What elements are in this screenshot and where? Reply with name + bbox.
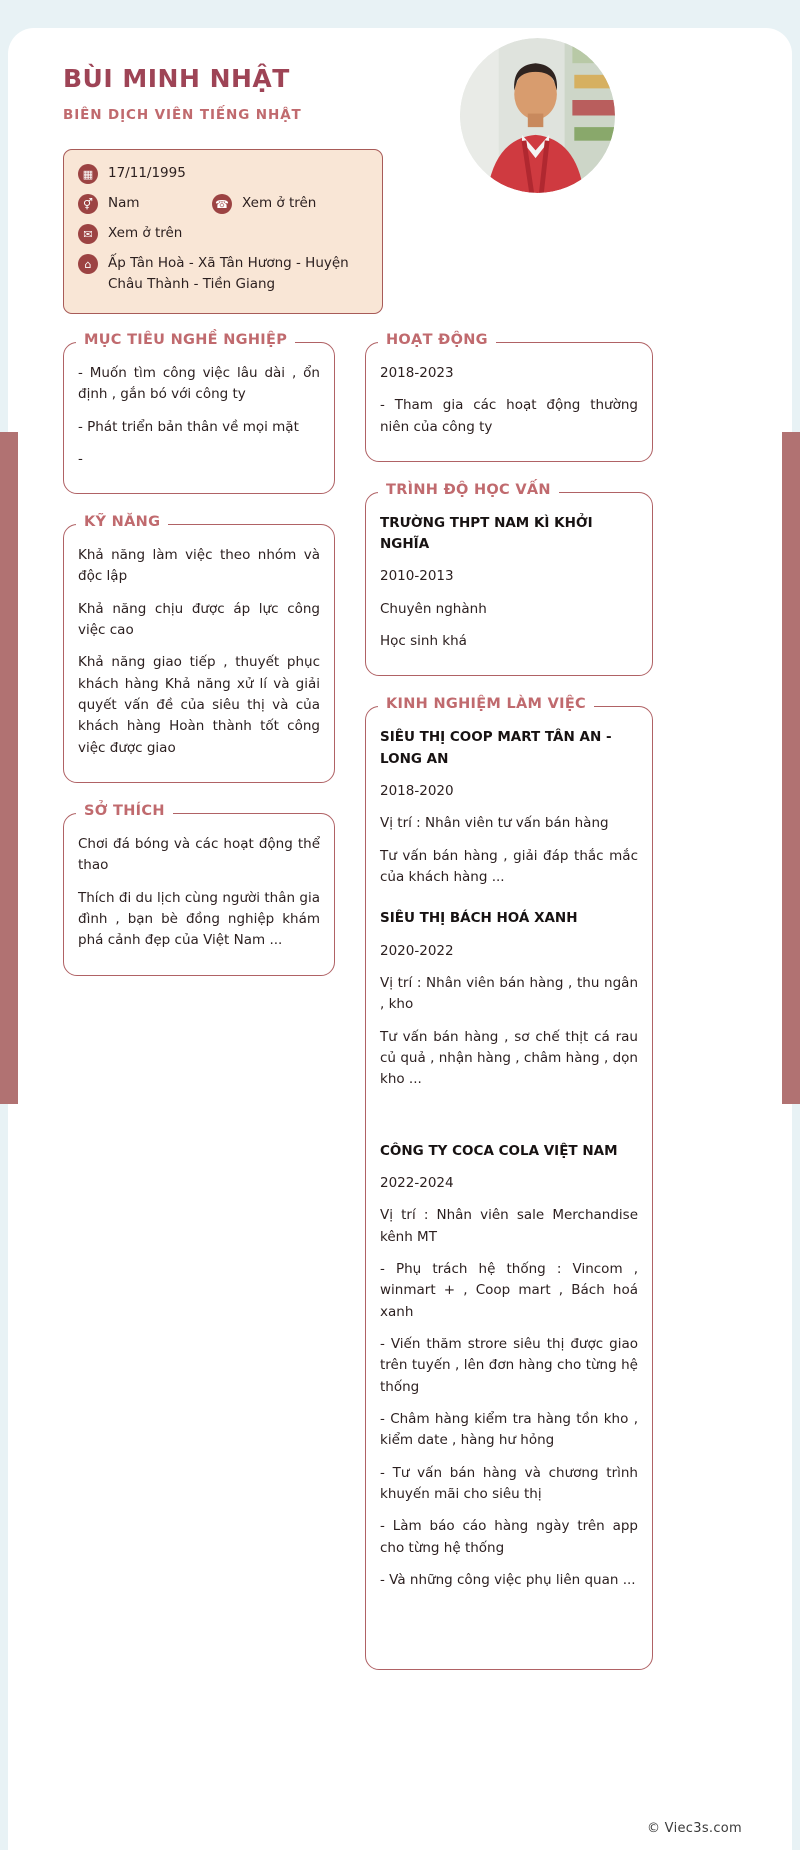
objective-line: - Phát triển bản thân về mọi mặt <box>78 418 299 435</box>
header-text <box>63 64 792 123</box>
mail-icon: ✉ <box>78 224 98 244</box>
job-period: 2022-2024 <box>380 1175 454 1192</box>
job-line: Tư vấn bán hàng , sơ chế thịt cá rau củ quả , nhận hàng , châm hàng , dọn kho ... <box>380 1028 638 1088</box>
copyright: © Viec3s.com <box>646 1821 742 1836</box>
candidate-name: BÙI MINH NHẬT <box>63 64 290 93</box>
section-activities <box>365 331 653 462</box>
activities-period: 2018-2023 <box>380 364 454 381</box>
right-column <box>365 331 653 1700</box>
job-line: - Làm báo cáo hàng ngày trên app cho từng hệ thống <box>380 1518 638 1556</box>
education-result: Học sinh khá <box>380 633 467 650</box>
candidate-job-title: BIÊN DỊCH VIÊN TIẾNG NHẬT <box>63 107 302 123</box>
cv-header <box>63 64 792 123</box>
cv-card <box>8 28 792 1850</box>
skill-item: Khả năng giao tiếp , thuyết phục khách hàng Khả năng xử lí và giải quyết vấn đề của siêu thị và của khách hàng Hoàn thành tốt công việc được giao <box>78 654 320 756</box>
job-period: 2020-2022 <box>380 942 454 959</box>
right-accent-bar <box>782 432 800 1104</box>
job-line: - Tư vấn bán hàng và chương trình khuyến mãi cho siêu thị <box>380 1464 638 1502</box>
job-line: - Và những công việc phụ liên quan ... <box>380 1571 636 1588</box>
address-value: Ấp Tân Hoà - Xã Tân Hương - Huyện Châu Thành - Tiền Giang <box>108 255 349 292</box>
hobby-item: Chơi đá bóng và các hoạt động thể thao <box>78 836 320 874</box>
left-column <box>63 331 335 1006</box>
calendar-icon: ▦ <box>78 164 98 184</box>
education-school: TRƯỜNG THPT NAM KÌ KHỞI NGHĨA <box>380 514 593 553</box>
job-period: 2018-2020 <box>380 783 454 800</box>
job-line: Vị trí : Nhân viên sale Merchandise kênh MT <box>380 1207 638 1245</box>
job-entry <box>380 1141 638 1592</box>
job-company: CÔNG TY COCA COLA VIỆT NAM <box>380 1142 618 1159</box>
section-education-title: TRÌNH ĐỘ HỌC VẤN <box>378 482 559 498</box>
contact-row-address <box>78 253 368 295</box>
objective-line: - Muốn tìm công việc lâu dài , ổn định , gắn bó với công ty <box>78 364 320 403</box>
contact-row-email <box>78 223 368 244</box>
education-major: Chuyên nghành <box>380 600 487 617</box>
section-hobbies-title: SỞ THÍCH <box>76 803 173 819</box>
email-value: Xem ở trên <box>108 225 183 241</box>
phone-icon: ☎ <box>212 194 232 214</box>
activities-description: - Tham gia các hoạt động thường niên của công ty <box>380 397 638 435</box>
section-skills <box>63 514 335 783</box>
job-line: Vị trí : Nhân viên tư vấn bán hàng <box>380 815 609 832</box>
section-skills-title: KỸ NĂNG <box>76 514 168 530</box>
job-company: SIÊU THỊ COOP MART TÂN AN - LONG AN <box>380 729 612 767</box>
job-line: - Viến thăm strore siêu thị được giao trên tuyến , lên đơn hàng cho từng hệ thống <box>380 1336 638 1395</box>
job-line: - Châm hàng kiểm tra hàng tồn kho , kiểm date , hàng hư hỏng <box>380 1411 638 1449</box>
section-objective <box>63 331 335 494</box>
gender-icon: ⚥ <box>78 194 98 214</box>
skill-item: Khả năng làm việc theo nhóm và độc lập <box>78 547 320 585</box>
section-activities-title: HOẠT ĐỘNG <box>378 332 496 348</box>
job-line: - Phụ trách hệ thống : Vincom , winmart + , Coop mart , Bách hoá xanh <box>380 1261 638 1320</box>
gender-value: Nam <box>108 195 140 211</box>
hobby-item: Thích đi du lịch cùng người thân gia đình , bạn bè đồng nghiệp khám phá cảnh đẹp của Việt Nam ... <box>78 889 320 949</box>
objective-line: - <box>78 450 83 467</box>
section-experience-title: KINH NGHIỆM LÀM VIỆC <box>378 696 594 712</box>
left-accent-bar <box>0 432 18 1104</box>
content-columns <box>63 331 653 1700</box>
avatar <box>460 38 615 193</box>
section-objective-title: MỤC TIÊU NGHỀ NGHIỆP <box>76 332 295 348</box>
job-company: SIÊU THỊ BÁCH HOÁ XANH <box>380 910 578 927</box>
contact-row-gender-phone <box>78 193 368 214</box>
skill-item: Khả năng chịu được áp lực công việc cao <box>78 600 320 639</box>
job-entry <box>380 908 638 1090</box>
education-period: 2010-2013 <box>380 568 454 585</box>
job-line: Tư vấn bán hàng , giải đáp thắc mắc của khách hàng ... <box>380 847 638 886</box>
home-icon: ⌂ <box>78 254 98 274</box>
profile-photo-illustration <box>460 38 615 193</box>
section-experience <box>365 696 653 1670</box>
section-education <box>365 481 653 677</box>
section-hobbies <box>63 803 335 976</box>
phone-value: Xem ở trên <box>242 195 317 211</box>
birthday-value: 17/11/1995 <box>108 165 186 181</box>
contact-box <box>63 149 383 314</box>
contact-row-birthday <box>78 163 368 184</box>
job-entry <box>380 727 638 888</box>
job-line: Vị trí : Nhân viên bán hàng , thu ngân , kho <box>380 975 638 1013</box>
